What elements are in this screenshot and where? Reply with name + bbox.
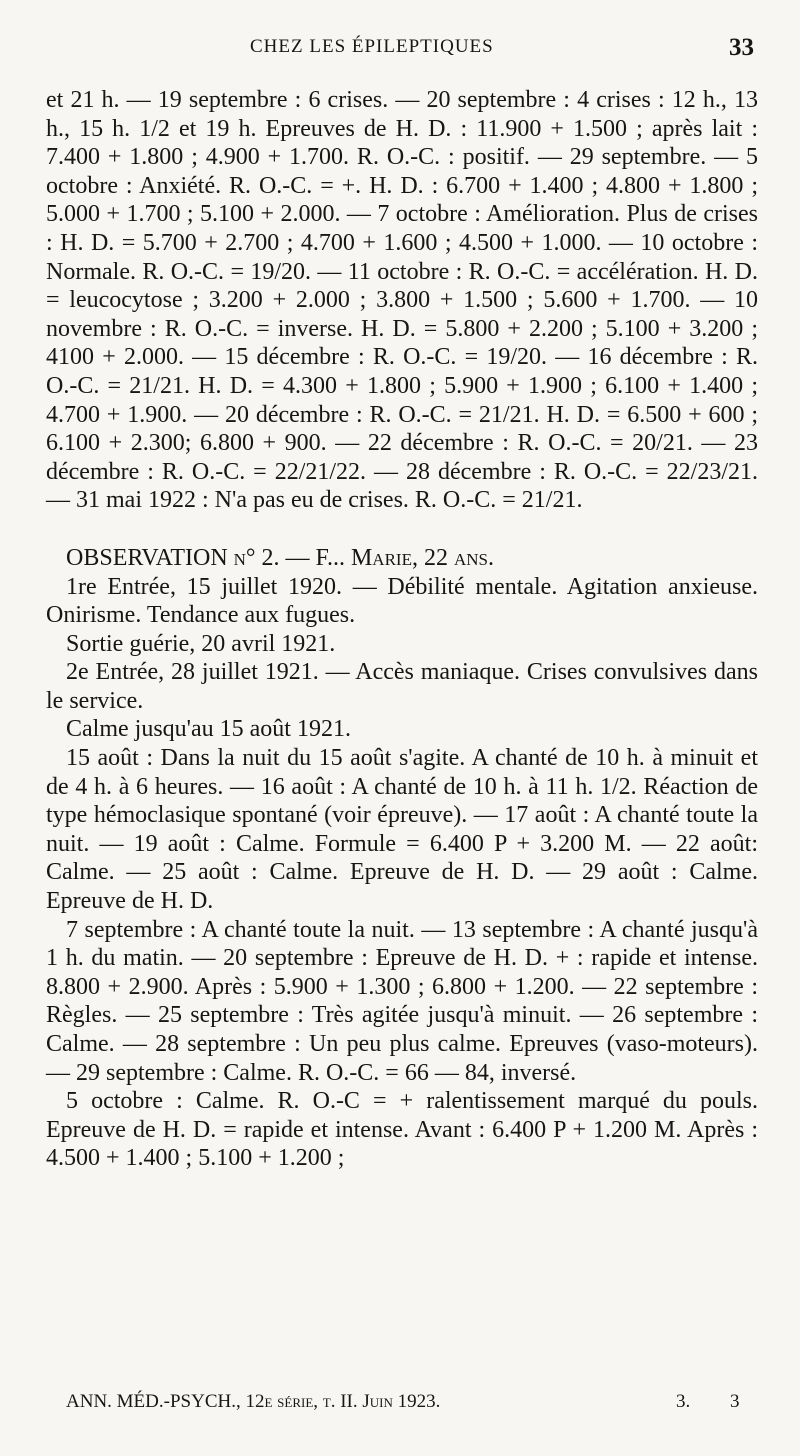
paragraph: 2e Entrée, 28 juillet 1921. — Accès maniaque. Crises convulsives dans le service. [46,659,758,714]
page-number: 33 [729,34,754,61]
journal-citation: ANN. MÉD.-PSYCH., 12e série, t. II. Juin 1923. [66,1391,441,1412]
observation-heading: OBSERVATION n° 2. — F... Marie, 22 ans. [66,544,494,571]
paragraph: Calme jusqu'au 15 août 1921. [66,716,351,743]
running-head: CHEZ LES ÉPILEPTIQUES [250,36,494,57]
paragraph: 5 octobre : Calme. R. O.-C = + ralentissement marqué du pouls. Epreuve de H. D. = rapide et intense. Avant : 6.400 P + 1.200 M. Après : 4.500 + 1.400 ; 5.100 + 1.200 ; [46,1088,758,1172]
paragraph: Sortie guérie, 20 avril 1921. [66,630,336,657]
paragraph: 1re Entrée, 15 juillet 1920. — Débilité mentale. Agitation anxieuse. Onirisme. Tendance aux fugues. [46,573,758,629]
section-gap [46,515,758,544]
body-text [46,86,758,1173]
paragraph: 7 septembre : A chanté toute la nuit. — 13 septembre : A chanté jusqu'à 1 h. du matin. — 20 septembre : Epreuve de H. D. + : rapide et intense. 8.800 + 2.900. Après : 5.900 + 1.300 ; 6.800 + 1.200. — 22 septembre : Règles. — 25 septembre : Très agitée jusqu'à minuit. — 26 septembre : Calme. — 28 septembre : Un peu plus calme. Epreuves (vaso-moteurs). — 29 septembre : Calme. R. O.-C. = 66 — 84, inversé. [46,916,758,1086]
paragraph-continued: et 21 h. — 19 septembre : 6 crises. — 20 septembre : 4 crises : 12 h., 13 h., 15 h. 1/2 et 19 h. Epreuves de H. D. : 11.900 + 1.500 ; après lait : 7.400 + 1.800 ; 4.900 + 1.700. R. O.-C. : positif. — 29 septembre. — 5 octobre : Anxiété. R. O.-C. = +. H. D. : 6.700 + 1.400 ; 4.800 + 1.800 ; 5.000 + 1.700 ; 5.100 + 2.000. — 7 octobre : Amélioration. Plus de crises : H. D. = 5.700 + 2.700 ; 4.700 + 1.600 ; 4.500 + 1.000. — 10 octobre : Normale. R. O.-C. = 19/20. — 11 octobre : R. O.-C. = accélération. H. D. = leucocytose ; 3.200 + 2.000 ; 3.800 + 1.500 ; 5.600 + 1.700. — 10 novembre : R. O.-C. = inverse. H. D. = 5.800 + 2.200 ; 5.100 + 3.200 ; 4100 + 2.000. — 15 décembre : R. O.-C. = 19/20. — 16 décembre : R. O.-C. = 21/21. H. D. = 4.300 + 1.800 ; 5.900 + 1.900 ; 6.100 + 1.400 ; 4.700 + 1.900. — 20 décembre : R. O.-C. = 21/21. H. D. = 6.500 + 600 ; 6.100 + 2.300; 6.800 + 900. — 22 décembre : R. O.-C. = 20/21. — 23 décembre : R. O.-C. = 22/21/22. — 28 décembre : R. O.-C. = 22/23/21. — 31 mai 1922 : N'a pas eu de crises. R. O.-C. = 21/21. [46,87,758,514]
paragraph: 15 août : Dans la nuit du 15 août s'agite. A chanté de 10 h. à minuit et de 4 h. à 6 heures. — 16 août : A chanté de 10 h. à 11 h. 1/2. Réaction de type hémoclasique spontané (voir épreuve). — 17 août : A chanté toute la nuit. — 19 août : Calme. Formule = 6.400 P + 3.200 M. — 22 août: Calme. — 25 août : Calme. Epreuve de H. D. — 29 août : Calme. Epreuve de H. D. [46,745,758,915]
signature-mark-number: 3 [730,1391,740,1412]
signature-mark: 3. [676,1391,691,1412]
